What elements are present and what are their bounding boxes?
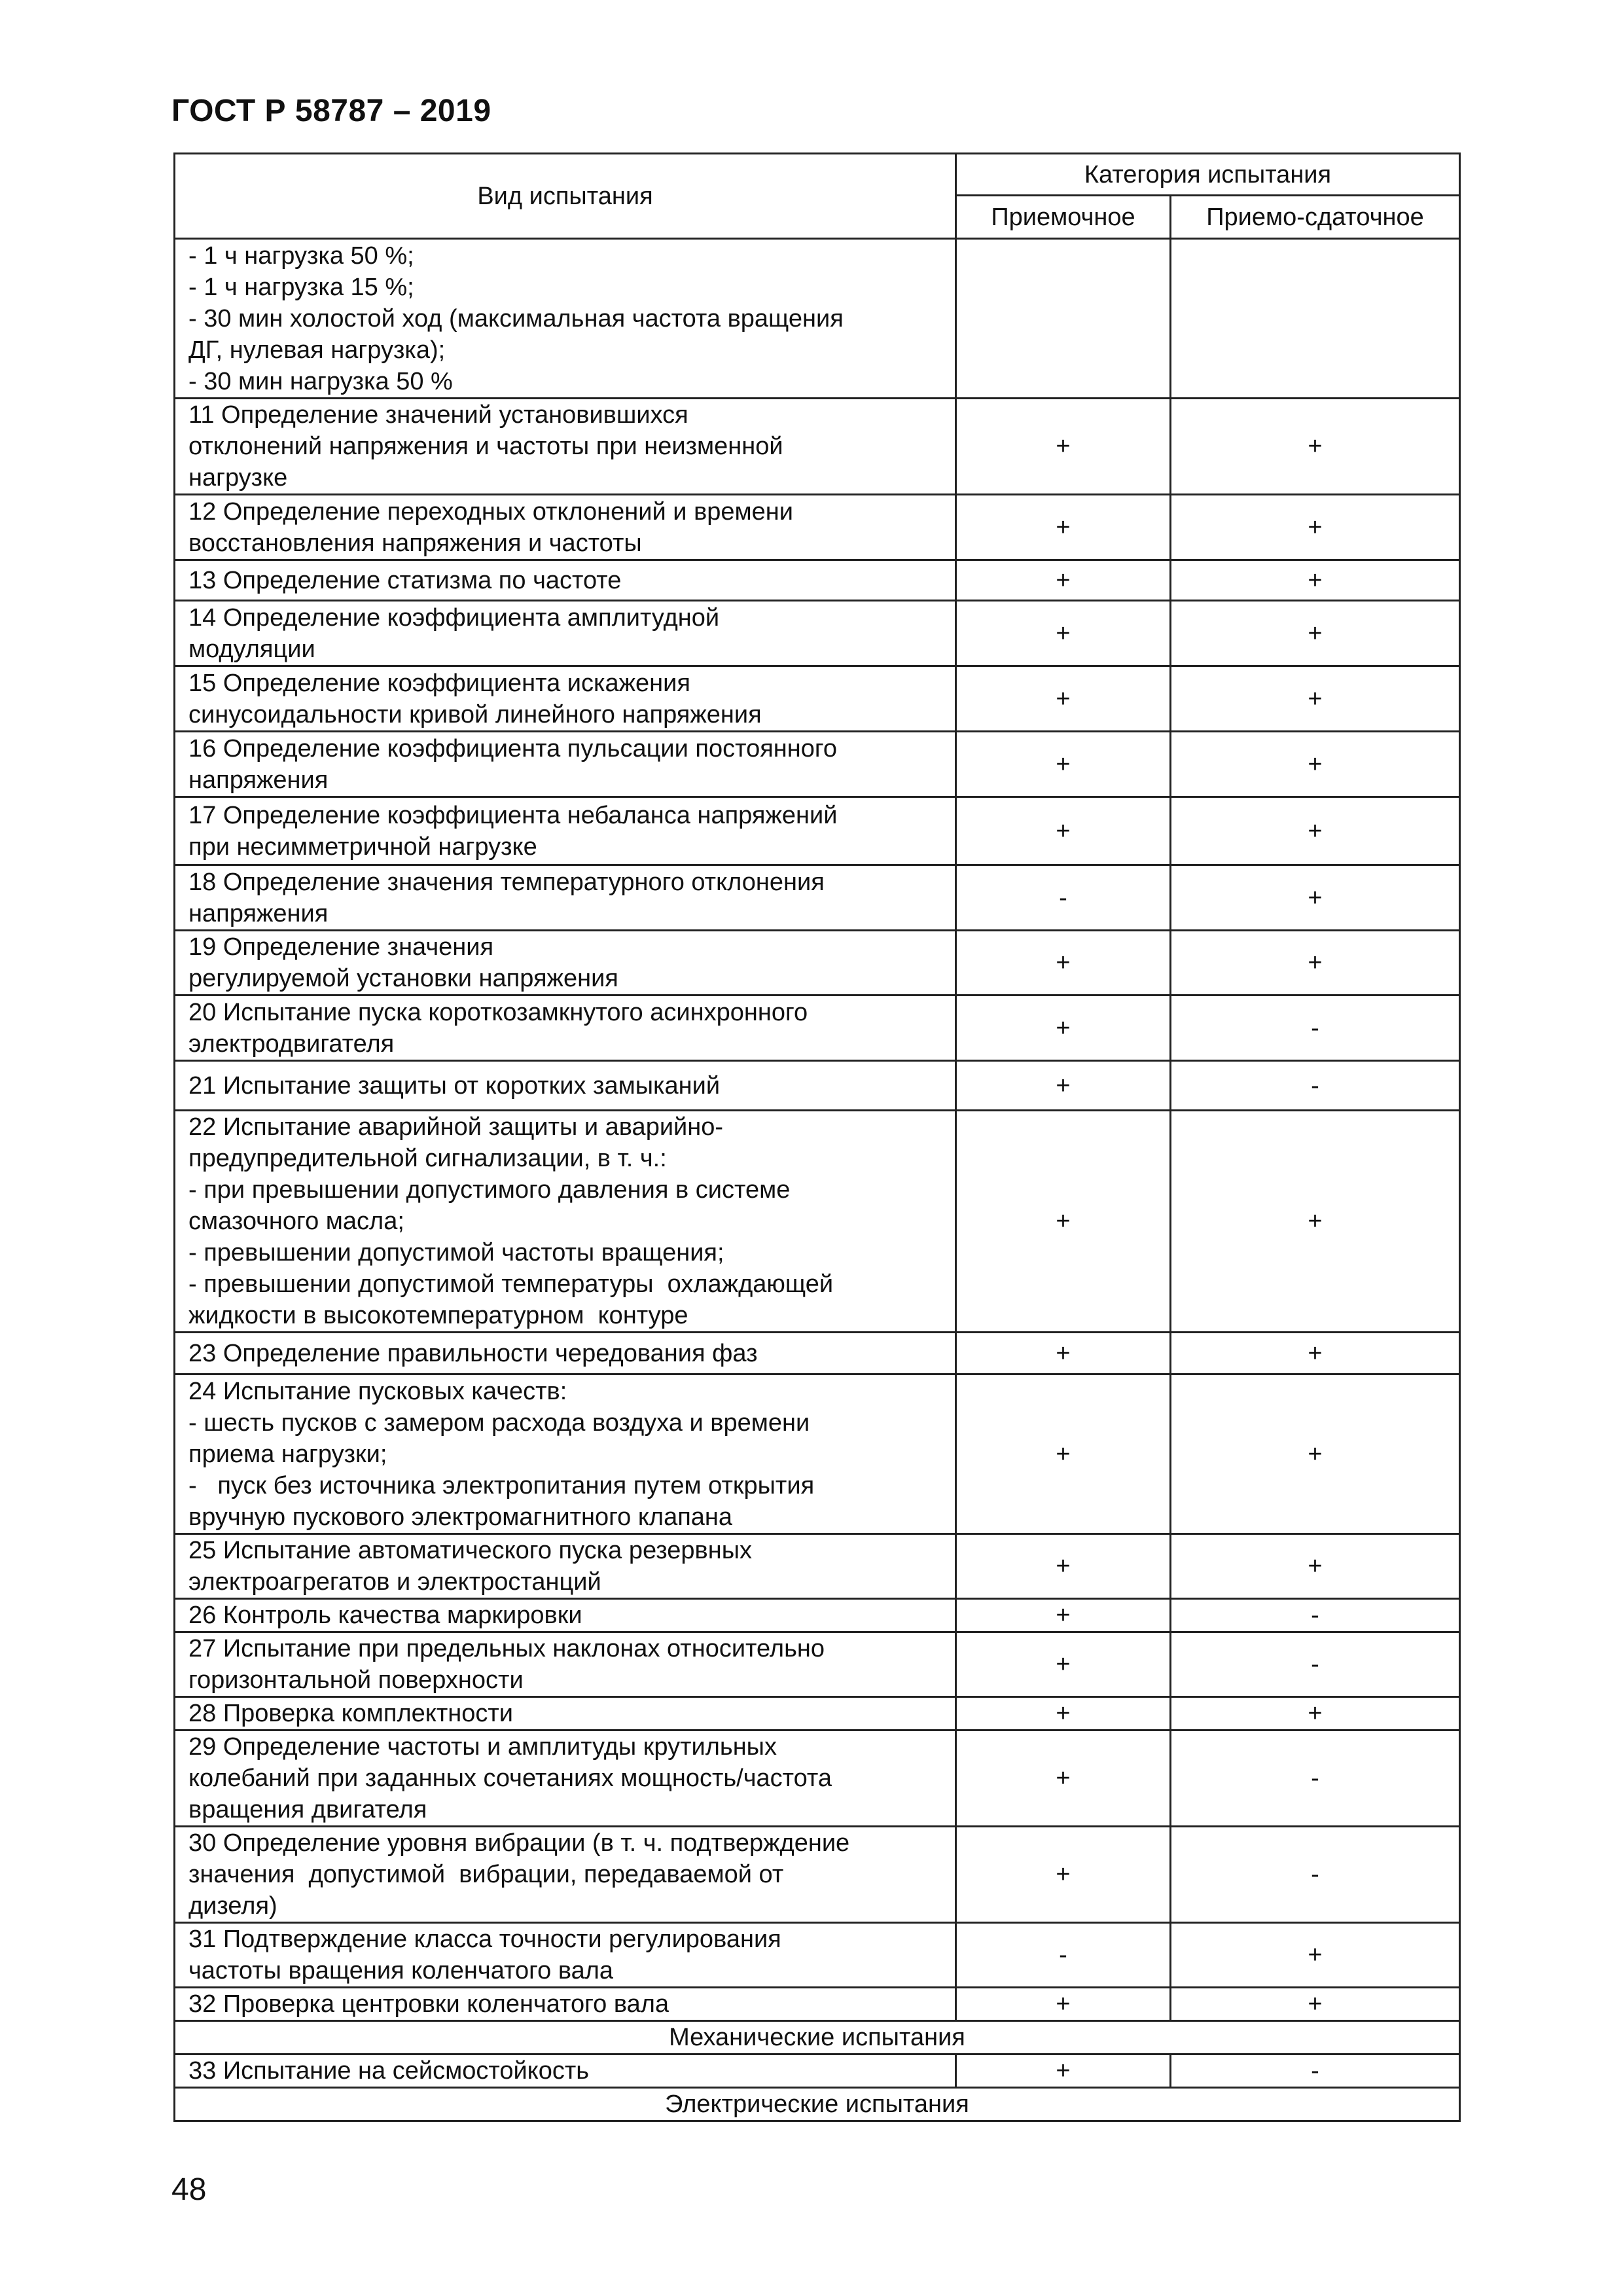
section-electrical: Электрические испытания	[175, 2088, 1460, 2121]
acceptance-mark: +	[956, 732, 1171, 797]
test-name	[175, 1988, 956, 2021]
test-name	[175, 495, 956, 560]
test-name-line: 21 Испытание защиты от коротких замыканий	[188, 1071, 721, 1100]
test-name-line: предупредительной сигнализации, в т. ч.:	[188, 1145, 667, 1172]
test-name	[175, 601, 956, 666]
test-name-line: 29 Определение частоты и амплитуды крутильных	[188, 1733, 777, 1761]
test-name-line: 17 Определение коэффициента небаланса напряжений	[188, 801, 838, 829]
table-row	[175, 2054, 1460, 2088]
test-name-line: 22 Испытание аварийной защиты и аварийно-	[188, 1113, 724, 1141]
test-name-line: 12 Определение переходных отклонений и времени	[188, 497, 794, 526]
delivery-mark	[1171, 239, 1460, 399]
test-name-line: ДГ, нулевая нагрузка);	[188, 336, 446, 364]
header-acceptance: Приемочное	[956, 196, 1171, 239]
table-row	[175, 1599, 1460, 1632]
test-name	[175, 239, 956, 399]
test-name-line: смазочного масла;	[188, 1208, 404, 1235]
delivery-mark: +	[1171, 601, 1460, 666]
acceptance-mark: -	[956, 865, 1171, 931]
test-name-line: - 1 ч нагрузка 50 %;	[188, 242, 414, 270]
test-name-line: 13 Определение статизма по частоте	[188, 566, 622, 594]
test-name-line: вращения двигателя	[188, 1796, 427, 1823]
acceptance-mark	[956, 239, 1171, 399]
test-name	[175, 732, 956, 797]
delivery-mark: +	[1171, 1333, 1460, 1374]
test-name-line: 26 Контроль качества маркировки	[188, 1602, 582, 1629]
acceptance-mark: +	[956, 2054, 1171, 2088]
acceptance-mark: -	[956, 1923, 1171, 1988]
delivery-mark: -	[1171, 996, 1460, 1061]
test-name	[175, 399, 956, 495]
table-row	[175, 1923, 1460, 1988]
test-name-line: дизеля)	[188, 1892, 277, 1920]
test-name	[175, 1374, 956, 1534]
page-number: 48	[171, 2172, 207, 2207]
delivery-mark: +	[1171, 1923, 1460, 1988]
test-name-line: модуляции	[188, 635, 315, 663]
acceptance-mark: +	[956, 931, 1171, 996]
acceptance-mark: +	[956, 1731, 1171, 1827]
test-name	[175, 931, 956, 996]
table-row	[175, 495, 1460, 560]
table-row	[175, 1988, 1460, 2021]
table-row	[175, 1534, 1460, 1599]
table-body	[175, 239, 1460, 2121]
test-name-line: напряжения	[188, 899, 329, 927]
test-name-line: 11 Определение значений установившихся	[188, 401, 688, 429]
acceptance-mark: +	[956, 1374, 1171, 1534]
test-name-line: - 30 мин нагрузка 50 %	[188, 367, 453, 395]
table-row	[175, 732, 1460, 797]
acceptance-mark: +	[956, 1061, 1171, 1111]
test-name	[175, 1697, 956, 1731]
document-title: ГОСТ Р 58787 – 2019	[171, 94, 491, 128]
test-name-line: 32 Проверка центровки коленчатого вала	[188, 1990, 669, 2018]
test-name-line: отклонений напряжения и частоты при неизменной	[188, 433, 783, 460]
test-name	[175, 797, 956, 865]
test-name	[175, 1923, 956, 1988]
test-name-line: восстановления напряжения и частоты	[188, 529, 642, 557]
acceptance-mark: +	[956, 797, 1171, 865]
test-name-line: 15 Определение коэффициента искажения	[188, 669, 690, 697]
test-name-line: приема нагрузки;	[188, 1440, 387, 1468]
acceptance-mark: +	[956, 996, 1171, 1061]
test-name	[175, 1333, 956, 1374]
delivery-mark: +	[1171, 495, 1460, 560]
test-name	[175, 1827, 956, 1923]
test-name-line: синусоидальности кривой линейного напряжения	[188, 700, 762, 728]
table-row	[175, 931, 1460, 996]
test-name-line: значения допустимой вибрации, передаваемой от	[188, 1861, 784, 1888]
section-row	[175, 2088, 1460, 2121]
table-row	[175, 1827, 1460, 1923]
delivery-mark: +	[1171, 1111, 1460, 1333]
test-name-line: 28 Проверка комплектности	[188, 1700, 513, 1727]
delivery-mark: +	[1171, 732, 1460, 797]
test-name-line: 14 Определение коэффициента амплитудной	[188, 603, 720, 632]
test-name	[175, 1534, 956, 1599]
acceptance-mark: +	[956, 1111, 1171, 1333]
acceptance-mark: +	[956, 1632, 1171, 1697]
test-name-line: жидкости в высокотемпературном контуре	[188, 1302, 688, 1329]
table-row	[175, 797, 1460, 865]
section-mechanical: Механические испытания	[175, 2021, 1460, 2054]
test-name-line: - при превышении допустимого давления в системе	[188, 1176, 791, 1204]
test-name-line: регулируемой установки напряжения	[188, 965, 618, 992]
delivery-mark: +	[1171, 865, 1460, 931]
test-name-line: электродвигателя	[188, 1030, 395, 1058]
test-name	[175, 996, 956, 1061]
table-row	[175, 560, 1460, 601]
acceptance-mark: +	[956, 666, 1171, 732]
acceptance-mark: +	[956, 1827, 1171, 1923]
table-row	[175, 1111, 1460, 1333]
test-name-line: 19 Определение значения	[188, 933, 494, 961]
header-category: Категория испытания	[956, 154, 1460, 196]
test-name: 33 Испытание на сейсмостойкость	[175, 2054, 956, 2088]
acceptance-mark: +	[956, 1599, 1171, 1632]
table-row	[175, 399, 1460, 495]
test-name	[175, 1632, 956, 1697]
test-table	[173, 152, 1461, 2122]
test-name-line: - шесть пусков с замером расхода воздуха и времени	[188, 1408, 810, 1437]
delivery-mark: +	[1171, 1374, 1460, 1534]
header-test-type: Вид испытания	[175, 154, 956, 239]
delivery-mark: -	[1171, 1061, 1460, 1111]
acceptance-mark: +	[956, 560, 1171, 601]
test-name	[175, 666, 956, 732]
test-name	[175, 865, 956, 931]
test-name-line: вручную пускового электромагнитного клапана	[188, 1503, 733, 1531]
table-row	[175, 1333, 1460, 1374]
table-row	[175, 1632, 1460, 1697]
test-name	[175, 1599, 956, 1632]
acceptance-mark: +	[956, 495, 1171, 560]
table-row	[175, 1697, 1460, 1731]
test-name-line: нагрузке	[188, 464, 288, 492]
test-name-line: - превышении допустимой частоты вращения;	[188, 1239, 724, 1266]
table-row	[175, 239, 1460, 399]
table-row	[175, 1731, 1460, 1827]
test-name	[175, 1061, 956, 1111]
test-name-line: - пуск без источника электропитания путем открытия	[188, 1471, 815, 1499]
test-name-line: 24 Испытание пусковых качеств:	[188, 1377, 567, 1405]
test-name-line: - превышении допустимой температуры охлаждающей	[188, 1270, 834, 1298]
delivery-mark: -	[1171, 1827, 1460, 1923]
table-row	[175, 1374, 1460, 1534]
test-name-line: 16 Определение коэффициента пульсации постоянного	[188, 734, 838, 762]
test-name-line: 25 Испытание автоматического пуска резервных	[188, 1537, 753, 1564]
delivery-mark: +	[1171, 399, 1460, 495]
test-name-line: горизонтальной поверхности	[188, 1666, 524, 1694]
table-row	[175, 666, 1460, 732]
delivery-mark: -	[1171, 1632, 1460, 1697]
header-delivery: Приемо-сдаточное	[1171, 196, 1460, 239]
table-row	[175, 1061, 1460, 1111]
test-name	[175, 1731, 956, 1827]
delivery-mark: +	[1171, 1534, 1460, 1599]
test-name-line: 23 Определение правильности чередования фаз	[188, 1339, 758, 1367]
test-name-line: - 30 мин холостой ход (максимальная частота вращения	[188, 304, 844, 332]
acceptance-mark: +	[956, 1697, 1171, 1731]
test-name-line: колебаний при заданных сочетаниях мощность/частота	[188, 1765, 832, 1792]
delivery-mark: +	[1171, 1697, 1460, 1731]
section-row	[175, 2021, 1460, 2054]
delivery-mark: +	[1171, 560, 1460, 601]
acceptance-mark: +	[956, 1333, 1171, 1374]
table-row	[175, 601, 1460, 666]
acceptance-mark: +	[956, 601, 1171, 666]
test-name-line: 20 Испытание пуска короткозамкнутого асинхронного	[188, 998, 808, 1026]
test-name-line: 30 Определение уровня вибрации (в т. ч. подтверждение	[188, 1829, 850, 1857]
table-row	[175, 865, 1460, 931]
table-row	[175, 996, 1460, 1061]
test-name	[175, 1111, 956, 1333]
test-name-line: 31 Подтверждение класса точности регулирования	[188, 1926, 781, 1953]
delivery-mark: +	[1171, 666, 1460, 732]
test-name	[175, 560, 956, 601]
test-name-line: - 1 ч нагрузка 15 %;	[188, 273, 414, 301]
delivery-mark: +	[1171, 1988, 1460, 2021]
delivery-mark: +	[1171, 931, 1460, 996]
test-name-line: 18 Определение значения температурного отклонения	[188, 868, 825, 896]
test-name-line: электроагрегатов и электростанций	[188, 1568, 601, 1596]
delivery-mark: -	[1171, 1599, 1460, 1632]
delivery-mark: +	[1171, 797, 1460, 865]
test-name-line: напряжения	[188, 766, 329, 794]
delivery-mark: -	[1171, 2054, 1460, 2088]
acceptance-mark: +	[956, 1534, 1171, 1599]
acceptance-mark: +	[956, 1988, 1171, 2021]
delivery-mark: -	[1171, 1731, 1460, 1827]
acceptance-mark: +	[956, 399, 1171, 495]
test-name-line: при несимметричной нагрузке	[188, 833, 537, 861]
test-name-line: частоты вращения коленчатого вала	[188, 1957, 614, 1984]
test-name-line: 27 Испытание при предельных наклонах относительно	[188, 1635, 825, 1662]
